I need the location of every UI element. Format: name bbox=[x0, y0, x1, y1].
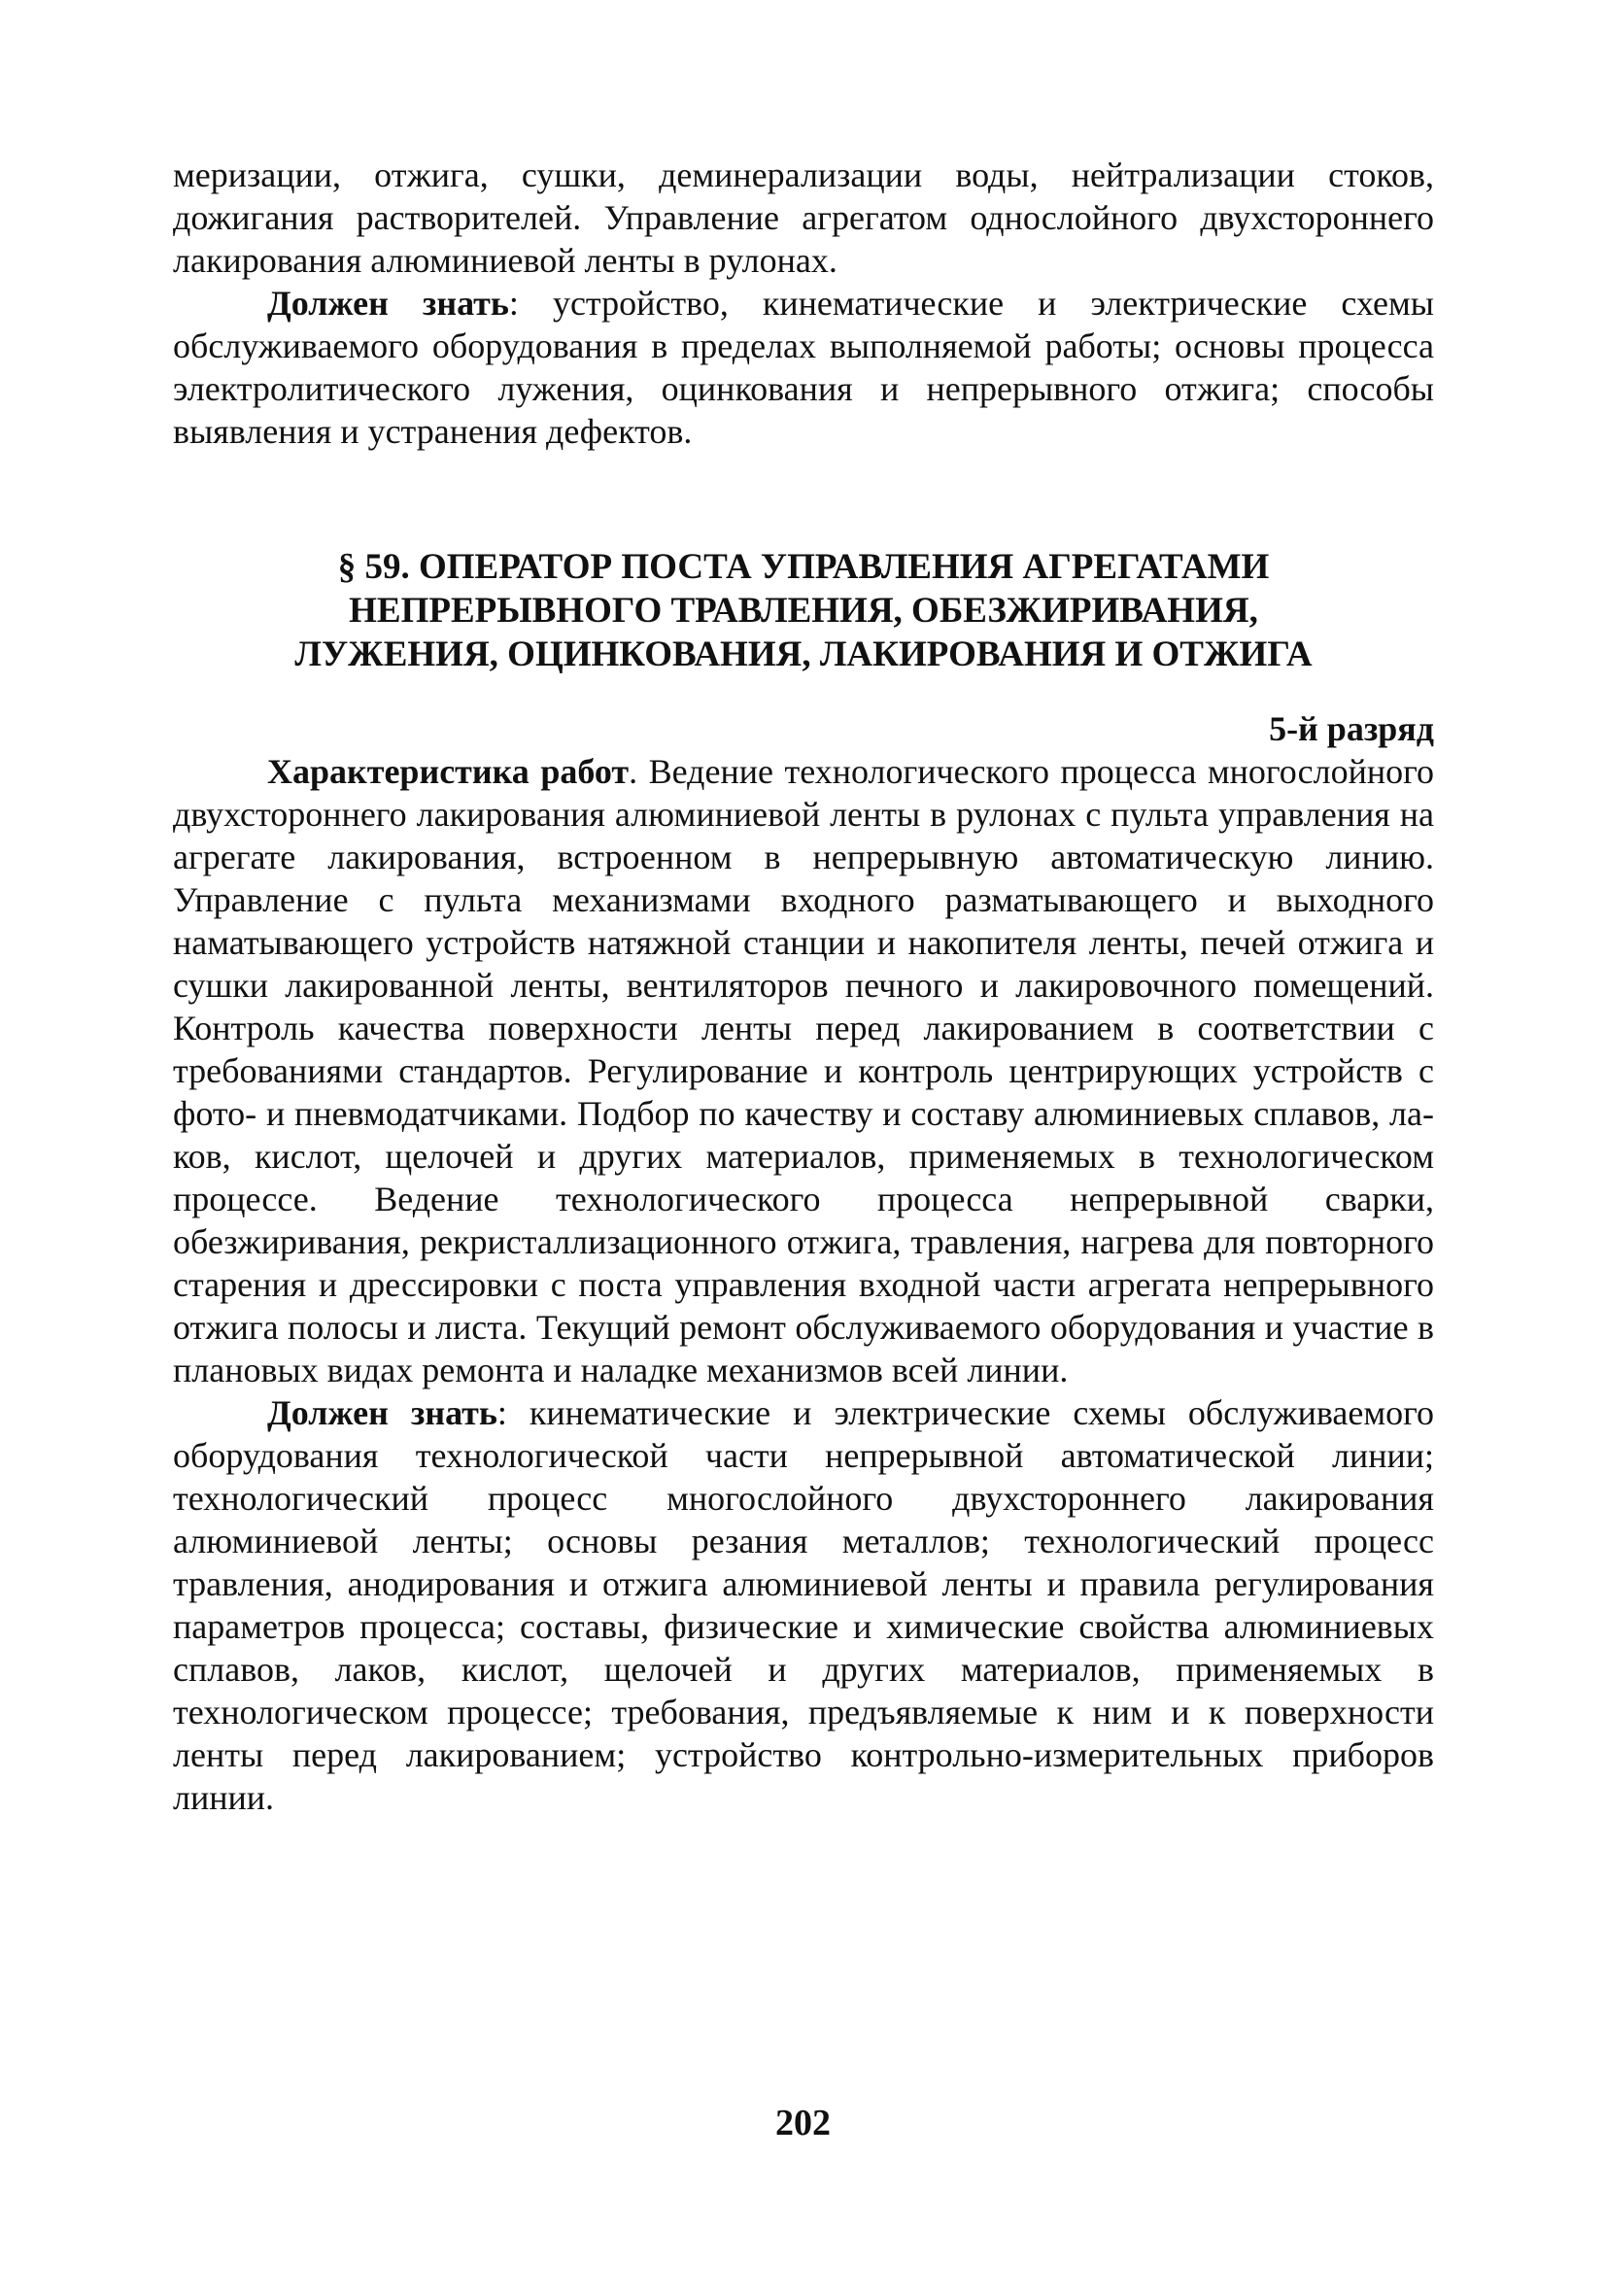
section-heading-line: § 59. ОПЕРАТОР ПОСТА УПРАВЛЕНИЯ АГРЕГАТАМИ bbox=[337, 547, 1270, 587]
intro-must-know-paragraph bbox=[173, 282, 1434, 453]
grade-label: 5-й разряд bbox=[1269, 709, 1434, 748]
must-know-label: Должен знать bbox=[267, 284, 509, 323]
page-body bbox=[173, 154, 1434, 1819]
intro-paragraph: меризации, отжига, сушки, деминерализации воды, нейтрализации стоков, дожигания растворителей. Управление агрегатом однослойного двухстороннего лакирования алюминиевой ленты в рулонах. bbox=[173, 155, 1434, 280]
page-number: 202 bbox=[775, 2103, 831, 2143]
characteristics-text: . Ведение технологического процесса многослойного двухстороннего лакирования алюминиевой ленты в рулонах с пульта управления на агрегате лакирования, встроенном в непрерывную автоматическую линию. Управление с пульта механизмами входного разматывающего и выходного наматывающего устройств натяжной станции и накопителя ленты, печей отжига и сушки лакированной ленты, вентиляторов печного и лакировочного помещений. Контроль качества поверхности ленты перед лакированием в соответствии с требованиями стандартов. Регулирование и контроль центрирующих устройств с фото- и пневмодатчиками. Подбор по качеству и составу алюминиевых сплавов, лаков, кислот, щелочей и других материалов, применяемых в технологическом процессе. Ведение технологического процесса непрерывной сварки, обезжиривания, рекристаллизационного отжига, травления, нагрева для повторного старения и дрессировки с поста управления входной части агрегата непрерывного отжига полосы и листа. Текущий ремонт обслуживаемого оборудования и участие в плановых видах ремонта и наладке механизмов всей линии. bbox=[173, 752, 1435, 1389]
characteristics-paragraph bbox=[173, 750, 1434, 1391]
section-must-know-paragraph bbox=[173, 1391, 1434, 1819]
must-know-text: : кинематические и электрические схемы обслуживаемого оборудования технологической части непрерывной автоматической линии; технологический процесс многослойного двухстороннего лакирования алюминиевой ленты; основы резания металлов; технологический процесс травления, анодирования и отжига алюминиевой ленты и правила регулирования параметров процесса; составы, физические и химические свойства алюминиевых сплавов, лаков, кислот, щелочей и других материалов, применяемых в технологическом процессе; требования, предъявляемые к ним и к поверхности ленты перед лакированием; устройство контрольно-измерительных приборов линии. bbox=[173, 1393, 1434, 1817]
characteristics-label: Характеристика работ bbox=[267, 752, 630, 791]
must-know-text: : устройство, кинематические и электрические схемы обслуживаемого оборудования в пределах выполняемой работы; основы процесса электролитического лужения, оцинкования и непрерывного отжига; способы выявления и устранения дефектов. bbox=[173, 284, 1434, 451]
section-heading bbox=[173, 545, 1434, 676]
section-heading-line: ЛУЖЕНИЯ, ОЦИНКОВАНИЯ, ЛАКИРОВАНИЯ И ОТЖИГА bbox=[294, 634, 1313, 674]
section-heading-line: НЕПРЕРЫВНОГО ТРАВЛЕНИЯ, ОБЕЗЖИРИВАНИЯ, bbox=[349, 591, 1258, 631]
must-know-label: Должен знать bbox=[267, 1393, 497, 1432]
